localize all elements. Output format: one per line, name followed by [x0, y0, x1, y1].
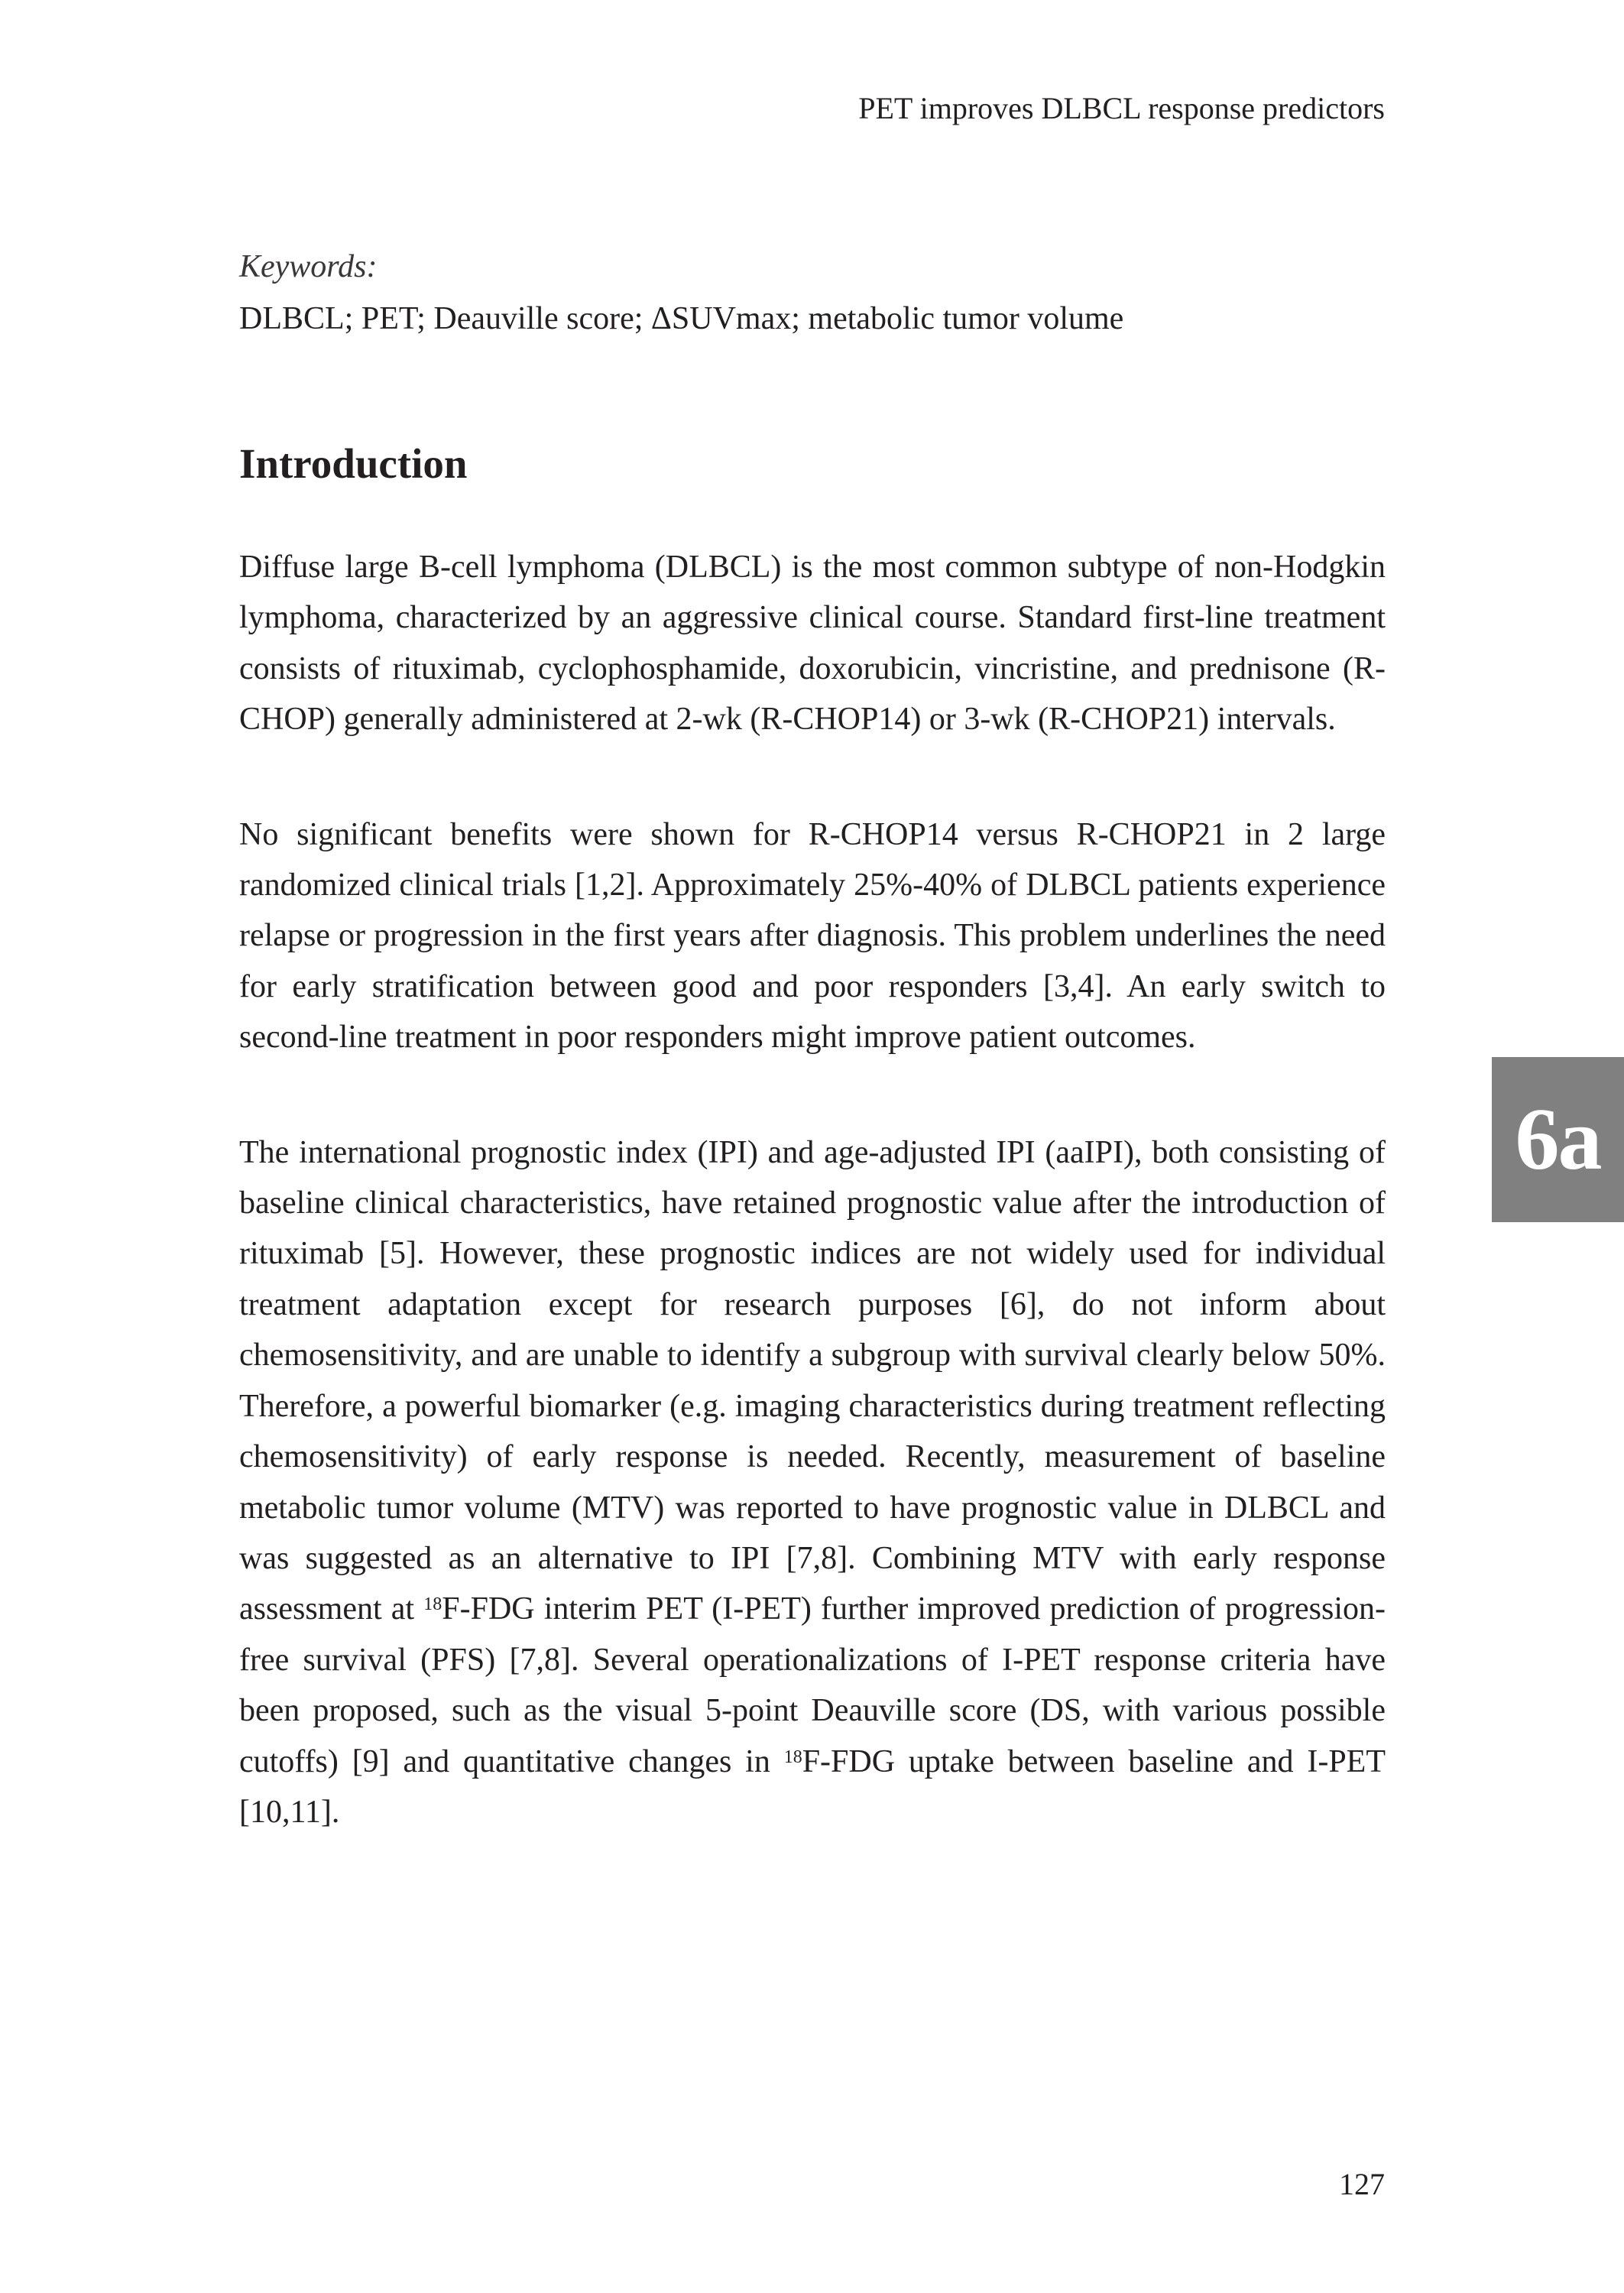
isotope-superscript: 18: [783, 1747, 802, 1767]
paragraph-1: Diffuse large B-cell lymphoma (DLBCL) is the most common subtype of non-Hodgkin lymphoma, characterized by an aggressive clinical course. Standard first-line treatment consists of rituximab, cyclophosphamide, doxorubicin, vincristine, and prednisone (R-CHOP) generally administered at 2-wk (R-CHOP14) or 3-wk (R-CHOP21) intervals.: [239, 550, 1386, 738]
paragraph-3-part-a: The international prognostic index (IPI) and age-adjusted IPI (aaIPI), both consisting of baseline clinical characteristics, have retained prognostic value after the introduction of rituximab [5]. However, these prognostic indices are not widely used for individual treatment adaptation except for research purposes [6], do not inform about chemosensitivity, and are unable to identify a subgroup with survival clearly below 50%. Therefore, a powerful biomarker (e.g. imaging characteristics during treatment reflecting chemosensitivity) of early response is needed. Recently, measurement of baseline metabolic tumor volume (MTV) was reported to have prognostic value in DLBCL and was suggested as an alternative to IPI [7,8]. Combining MTV with early response assessment at: [239, 1134, 1386, 1627]
keywords-text: DLBCL; PET; Deauville score; ΔSUVmax; metabolic tumor volume: [239, 301, 1124, 336]
keywords-block: [239, 241, 1386, 345]
main-content: [239, 241, 1386, 1837]
paragraph-3-part-b: F-FDG interim PET (I-PET) further improved prediction of progression-free survival (PFS) [7,8]. Several operationalizations of I-PET response criteria have been proposed, such as the visual 5-point Deauville score (DS, with various possible cutoffs) [9] and quantitative changes in: [239, 1591, 1386, 1779]
chapter-tab: 6a: [1492, 1057, 1624, 1222]
section-heading: Introduction: [239, 440, 468, 487]
page-number: 127: [1339, 2167, 1385, 2201]
running-header: PET improves DLBCL response predictors: [858, 91, 1385, 125]
paragraph-3-part-c: F-FDG uptake between baseline and I-PET [10,11].: [239, 1743, 1386, 1830]
paragraph-3: [239, 1127, 1386, 1838]
paragraph-2: No significant benefits were shown for R-CHOP14 versus R-CHOP21 in 2 large randomized clinical trials [1,2]. Approximately 25%-40% of DLBCL patients experience relapse or progression in the first years after diagnosis. This problem underlines the need for early stratification between good and poor responders [3,4]. An early switch to second-line treatment in poor responders might improve patient outcomes.: [239, 816, 1386, 1056]
isotope-superscript: 18: [423, 1594, 442, 1615]
keywords-label: Keywords:: [239, 249, 378, 284]
